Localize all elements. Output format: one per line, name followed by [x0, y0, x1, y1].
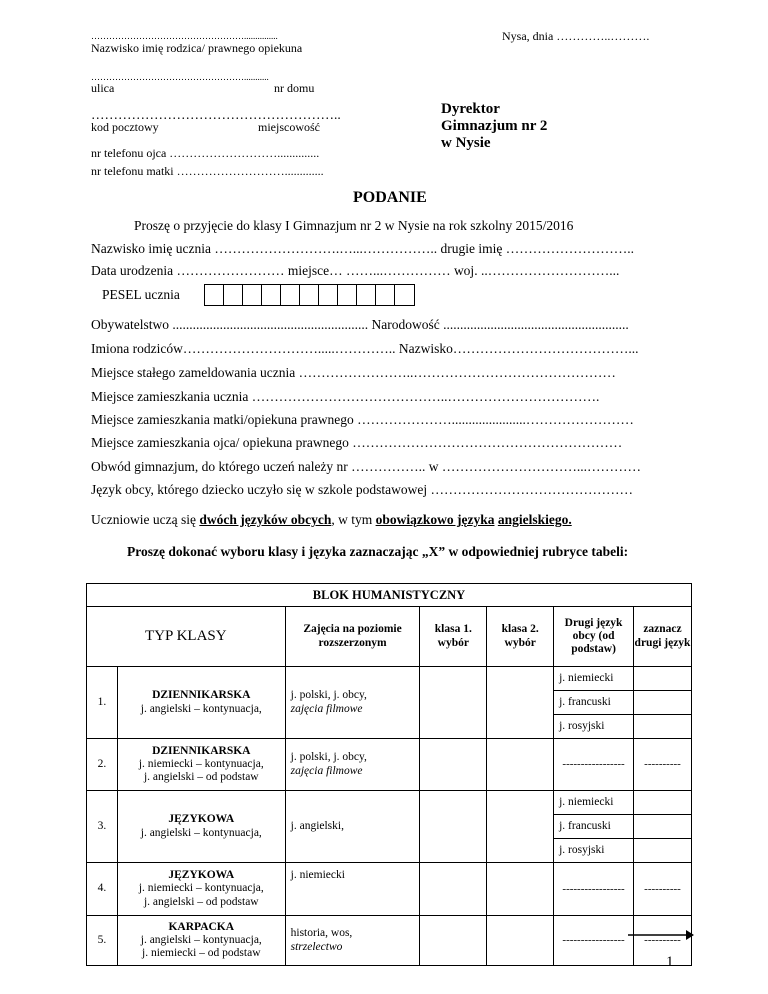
extended-line-2: zajęcia filmowe [290, 764, 363, 777]
city-dots: ……………………………………………….. [91, 107, 341, 122]
row-number: 5. [87, 916, 118, 966]
extended-line-1: j. angielski, [290, 819, 344, 832]
extended-subjects [285, 916, 420, 966]
pesel-digit-box[interactable] [338, 285, 357, 305]
choice-1-cell[interactable] [420, 739, 487, 791]
place-date-line: Nysa, dnia …………..………. [502, 29, 650, 43]
parents-names-field[interactable]: Imiona rodziców………………………….....………….. Nazwisko…………………………………... [91, 341, 639, 356]
foreign-language-field[interactable]: Język obcy, którego dziecko uczyło się w szkole podstawowej ……………………………………… [91, 482, 634, 497]
choice-1-cell[interactable] [420, 916, 487, 966]
extended-subjects [285, 863, 420, 916]
addressee [441, 101, 547, 152]
citizenship-field[interactable]: Obywatelstwo .......................................................... Narodowość ....................................................... [91, 317, 629, 332]
student-residence-field[interactable]: Miejsce zamieszkania ucznia ……………………………………..……………………………. [91, 389, 600, 404]
extended-subjects [285, 791, 420, 863]
pesel-digit-box[interactable] [205, 285, 224, 305]
class-desc: j. angielski – kontynuacja, [140, 933, 262, 946]
pesel-digit-box[interactable] [319, 285, 338, 305]
second-lang-option: j. niemiecki [554, 667, 634, 691]
class-name: KARPACKA [168, 920, 235, 933]
lang-mark-dashes: ---------- [634, 916, 692, 966]
class-desc: j. niemiecki – kontynuacja, [138, 882, 264, 895]
city-label: miejscowość [258, 120, 320, 134]
note-bold-1: dwóch języków obcych [199, 512, 332, 527]
choice-1-cell[interactable] [420, 863, 487, 916]
class-desc-2: j. niemiecki – od podstaw [142, 947, 261, 960]
col-header-extended: Zajęcia na poziomie rozszerzonym [285, 607, 420, 667]
col-header-mark: zaznacz drugi język [634, 607, 692, 667]
note-part-2: , w tym [331, 512, 376, 527]
row-number: 4. [87, 863, 118, 916]
instruction-text: Proszę dokonać wyboru klasy i języka zaznaczając „X” w odpowiedniej rubryce tabeli: [127, 544, 629, 559]
row-number: 3. [87, 791, 118, 863]
class-type [117, 791, 285, 863]
extended-subjects [285, 739, 420, 791]
second-lang-option: j. niemiecki [554, 791, 634, 815]
pesel-digit-box[interactable] [262, 285, 281, 305]
district-school-field[interactable]: Obwód gimnazjum, do którego uczeń należy nr …………….. w …………………………...………… [91, 459, 642, 474]
pesel-digit-box[interactable] [243, 285, 262, 305]
class-type [117, 916, 285, 966]
addressee-line-2: Gimnazjum nr 2 [441, 118, 548, 134]
addressee-line-3: w Nysie [441, 135, 491, 151]
registered-residence-field[interactable]: Miejsce stałego zameldowania ucznia ……………………..……………………………………… [91, 365, 616, 380]
class-desc: j. niemiecki – kontynuacja, [138, 757, 264, 770]
extended-line-2: zajęcia filmowe [290, 702, 363, 715]
choice-2-cell[interactable] [487, 916, 554, 966]
pesel-digit-box[interactable] [376, 285, 395, 305]
pesel-label: PESEL ucznia [102, 287, 180, 302]
birth-field[interactable]: Data urodzenia …………………… miejsce… ……...…………… woj. ..………………………... [91, 263, 620, 278]
row-number: 2. [87, 739, 118, 791]
note-bold-3: angielskiego. [497, 512, 572, 527]
lang-mark-cell[interactable] [634, 691, 692, 715]
extended-line-1: j. polski, j. obcy, [290, 689, 367, 702]
choice-2-cell[interactable] [487, 791, 554, 863]
pesel-digit-box[interactable] [224, 285, 243, 305]
choice-2-cell[interactable] [487, 863, 554, 916]
col-header-choice-1: klasa 1. wybór [420, 607, 487, 667]
languages-note [91, 512, 572, 528]
father-residence-field[interactable]: Miejsce zamieszkania ojca/ opiekuna prawnego …………………………………………………… [91, 435, 623, 450]
row-number: 1. [87, 667, 118, 739]
class-name: JĘZYKOWA [168, 813, 235, 826]
father-phone-line: nr telefonu ojca ……………………….............. [91, 146, 320, 160]
page-title: PODANIE [353, 189, 427, 206]
extended-line-2: strzelectwo [290, 940, 343, 953]
parent-name-label: Nazwisko imię rodzica/ prawnego opiekuna [91, 41, 303, 55]
choice-1-cell[interactable] [420, 667, 487, 739]
extended-line-1: j. polski, j. obcy, [290, 751, 367, 764]
street-label: ulica [91, 81, 115, 95]
col-header-choice-2: klasa 2. wybór [487, 607, 554, 667]
col-header-type: TYP KLASY [87, 607, 286, 667]
second-lang-option: j. rosyjski [554, 715, 634, 739]
lang-mark-dashes: ---------- [634, 863, 692, 916]
second-lang-option: j. francuski [554, 815, 634, 839]
choice-2-cell[interactable] [487, 667, 554, 739]
student-name-field[interactable]: Nazwisko imię ucznia ……………………….…...…………….. drugie imię ……………………….. [91, 241, 634, 256]
lang-mark-cell[interactable] [634, 815, 692, 839]
addressee-line-1: Dyrektor [441, 101, 500, 117]
pesel-digit-box[interactable] [300, 285, 319, 305]
pesel-digit-box[interactable] [357, 285, 376, 305]
second-lang-dashes: ----------------- [554, 863, 634, 916]
class-type [117, 739, 285, 791]
mother-phone-line: nr telefonu matki ………………………............. [91, 164, 324, 178]
block-title: BLOK HUMANISTYCZNY [87, 584, 692, 607]
choice-2-cell[interactable] [487, 739, 554, 791]
extended-line-1: historia, wos, [290, 927, 353, 940]
second-lang-option: j. francuski [554, 691, 634, 715]
postcode-label: kod pocztowy [91, 120, 159, 134]
class-desc-2: j. angielski – od podstaw [143, 895, 259, 908]
note-part-1: Uczniowie uczą się [91, 512, 200, 527]
lang-mark-cell[interactable] [634, 715, 692, 739]
house-number-label: nr domu [274, 81, 315, 95]
lang-mark-dashes: ---------- [634, 739, 692, 791]
extended-line-1: j. niemiecki [290, 869, 345, 881]
class-name: DZIENNIKARSKA [152, 689, 251, 702]
class-type [117, 863, 285, 916]
pesel-boxes[interactable] [204, 284, 415, 306]
lang-mark-cell[interactable] [634, 667, 692, 691]
class-desc: j. angielski – kontynuacja, [140, 826, 262, 839]
parent-name-dots: ……………………………………………............... [91, 31, 278, 41]
class-desc-2: j. angielski – od podstaw [143, 771, 259, 784]
class-name: DZIENNIKARSKA [152, 744, 251, 757]
extended-subjects [285, 667, 420, 739]
lang-mark-cell[interactable] [634, 791, 692, 815]
street-dots: ……………………………………………........... [91, 72, 269, 82]
second-lang-dashes: ----------------- [554, 916, 634, 966]
class-choice-table [86, 583, 692, 966]
choice-1-cell[interactable] [420, 791, 487, 863]
col-header-second-lang: Drugi język obcy (od podstaw) [554, 607, 634, 667]
second-lang-option: j. rosyjski [554, 839, 634, 863]
lang-mark-cell[interactable] [634, 839, 692, 863]
mother-residence-field[interactable]: Miejsce zamieszkania matki/opiekuna prawnego …………………......................…………………… [91, 412, 634, 427]
pesel-digit-box[interactable] [395, 285, 414, 305]
intro-text: Proszę o przyjęcie do klasy I Gimnazjum nr 2 w Nysie na rok szkolny 2015/2016 [134, 218, 574, 233]
class-type [117, 667, 285, 739]
next-page-arrow-icon [628, 928, 694, 942]
class-desc: j. angielski – kontynuacja, [140, 702, 262, 715]
pesel-digit-box[interactable] [281, 285, 300, 305]
class-name: JĘZYKOWA [168, 869, 235, 882]
second-lang-dashes: ----------------- [554, 739, 634, 791]
note-bold-2: obowiązkowo języka [375, 512, 495, 527]
page-number: 1 [666, 954, 674, 970]
